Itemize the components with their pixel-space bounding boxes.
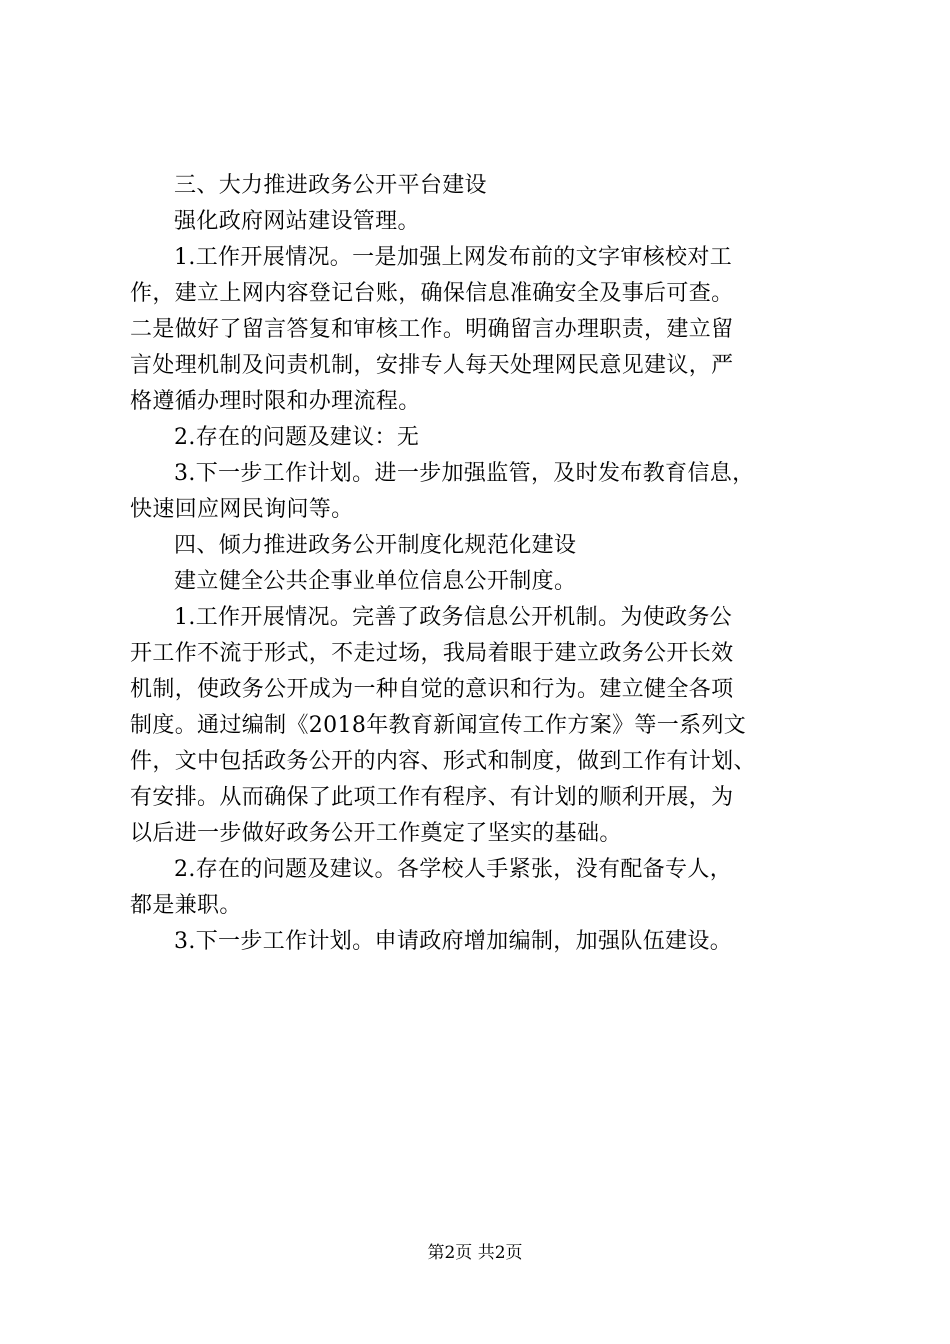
paragraph-line: 二是做好了留言答复和审核工作。明确留言办理职责，建立留 bbox=[130, 317, 734, 342]
subheading-disclosure-system: 建立健全公共企事业单位信息公开制度。 bbox=[174, 569, 577, 594]
paragraph-line: 格遵循办理时限和办理流程。 bbox=[130, 389, 421, 414]
paragraph-line: 机制，使政务公开成为一种自觉的意识和行为。建立健全各项 bbox=[130, 677, 734, 702]
paragraph-line: 2.存在的问题及建议：无 bbox=[174, 425, 420, 450]
paragraph-line: 言处理机制及问责机制，安排专人每天处理网民意见建议，严 bbox=[130, 353, 734, 378]
section-heading-platform: 三、大力推进政务公开平台建设 bbox=[174, 173, 487, 198]
paragraph-line: 2.存在的问题及建议。各学校人手紧张，没有配备专人， bbox=[174, 857, 733, 882]
paragraph-line: 制度。通过编制《2018年教育新闻宣传工作方案》等一系列文 bbox=[130, 713, 747, 738]
paragraph-line: 件，文中包括政务公开的内容、形式和制度，做到工作有计划、 bbox=[130, 749, 756, 774]
page-number-footer: 第2页 共2页 bbox=[427, 1243, 523, 1263]
paragraph-line: 作，建立上网内容登记台账，确保信息准确安全及事后可查。 bbox=[130, 281, 734, 306]
section-heading-standardization: 四、倾力推进政务公开制度化规范化建设 bbox=[174, 533, 577, 558]
paragraph-line: 快速回应网民询问等。 bbox=[130, 497, 354, 522]
paragraph-line: 有安排。从而确保了此项工作有程序、有计划的顺利开展，为 bbox=[130, 785, 734, 810]
paragraph-line: 1.工作开展情况。完善了政务信息公开机制。为使政务公 bbox=[174, 605, 733, 630]
paragraph-line: 3.下一步工作计划。申请政府增加编制，加强队伍建设。 bbox=[174, 929, 733, 954]
paragraph-line: 都是兼职。 bbox=[130, 893, 242, 918]
subheading-website-management: 强化政府网站建设管理。 bbox=[174, 209, 420, 234]
paragraph-line: 开工作不流于形式，不走过场，我局着眼于建立政务公开长效 bbox=[130, 641, 734, 666]
paragraph-line: 1.工作开展情况。一是加强上网发布前的文字审核校对工 bbox=[174, 245, 733, 270]
paragraph-line: 3.下一步工作计划。进一步加强监管，及时发布教育信息， bbox=[174, 461, 755, 486]
paragraph-line: 以后进一步做好政务公开工作奠定了坚实的基础。 bbox=[130, 821, 622, 846]
document-body bbox=[130, 168, 830, 960]
